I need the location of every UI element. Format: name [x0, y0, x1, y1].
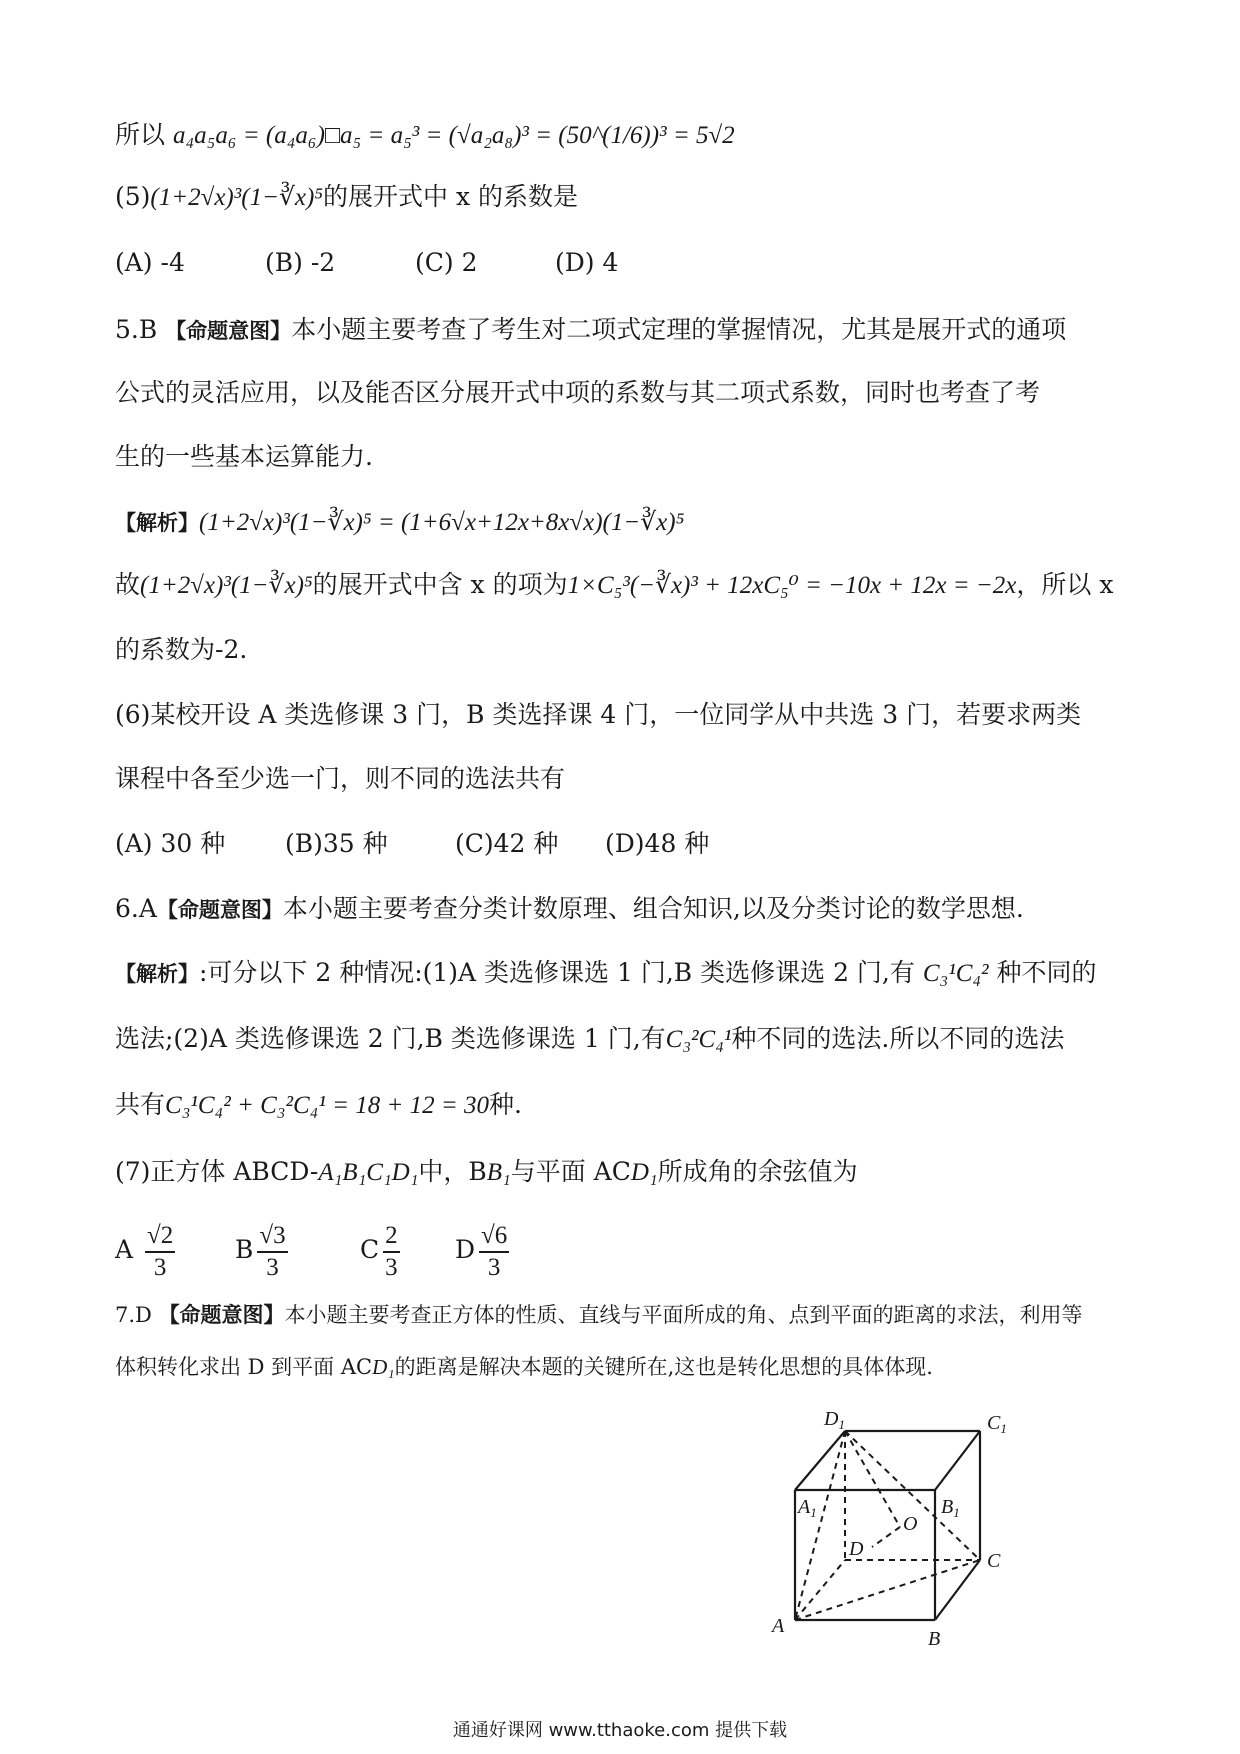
answer-6-line2: [115, 956, 1097, 991]
text-prefix: 所以: [115, 120, 166, 149]
denominator: 3: [266, 1253, 279, 1281]
question-6-line1: (6)某校开设 A 类选修课 3 门，B 类选择课 4 门，一位同学从中共选 3 门，若要求两类: [115, 700, 1082, 729]
coefficient-formula: 1×C₅³(−∛x)³ + 12xC₅⁰ = −10x + 12x = −2x: [567, 572, 1017, 599]
edge-d1c: [845, 1431, 980, 1560]
label-d: D: [849, 1538, 864, 1560]
answer-text: 本小题主要考查正方体的性质、直线与平面所成的角、点到平面的距离的求法，利用等: [284, 1303, 1083, 1327]
answer-5-gu: [115, 568, 1113, 603]
vertex-d1: D₁: [372, 1355, 395, 1379]
binomial-expression: (1+2√x)³(1−∛x)⁵: [150, 184, 323, 211]
jiexi-tag: 【解析】: [115, 961, 199, 986]
fraction: [145, 1221, 175, 1283]
answer-text: 的展开式中含 x 的项为: [312, 570, 568, 599]
answer-head: 7.D: [115, 1303, 152, 1327]
option-a: (A) -4: [115, 248, 185, 277]
combination-formula: C₃¹C₄²: [922, 960, 989, 987]
sum-formula: C₃¹C₄² + C₃²C₄¹ = 18 + 12 = 30: [165, 1092, 489, 1119]
numerator: √3: [257, 1221, 287, 1253]
label-a1: $A_1$: [798, 1496, 817, 1520]
denominator: 3: [385, 1253, 398, 1281]
label-b: B: [928, 1628, 941, 1650]
label-o: O: [903, 1513, 918, 1535]
answer-7-line2: [115, 1350, 933, 1384]
fraction: [257, 1221, 287, 1283]
fraction: [479, 1221, 509, 1283]
label-d1: $D_1$: [824, 1408, 845, 1432]
cube-vertices: A₁B₁C₁D₁: [318, 1159, 419, 1186]
question-5-options: [115, 246, 618, 280]
question-number: (5): [115, 182, 151, 211]
answer-6-line3: [115, 1022, 1064, 1057]
answer-5-line3: 生的一些基本运算能力.: [115, 442, 373, 471]
option-letter: C: [360, 1235, 380, 1264]
option-letter: D: [455, 1235, 476, 1264]
footer-watermark: 通通好课网 www.tthaoke.com 提供下载: [452, 1720, 788, 1741]
jiexi-tag: 【解析】: [115, 510, 199, 535]
question-6-line2: 课程中各至少选一门，则不同的选法共有: [115, 764, 566, 793]
denominator: 3: [153, 1253, 167, 1281]
option-a: [115, 1218, 235, 1283]
intent-tag: 【命题意图】: [158, 1302, 285, 1327]
option-c: [360, 1218, 455, 1283]
answer-text: 的距离是解决本题的关键所在,这也是转化思想的具体体现.: [394, 1355, 933, 1379]
option-letter: B: [235, 1235, 254, 1264]
edge-b1c1: [935, 1431, 980, 1490]
option-b: (B)35 种: [285, 829, 388, 858]
numerator: 2: [383, 1221, 400, 1253]
edge-od: [872, 1527, 900, 1547]
answer-text-tail: ，所以 x: [1016, 570, 1114, 599]
option-d: (D) 4: [555, 248, 619, 277]
answer-6-line4: [115, 1088, 522, 1123]
formula-a4a5a6: a₄a₅a₆ = (a₄a₆)□a₅ = a₅³ = (√a₂a₈)³ = (50^(1/6))³ = 5√2: [172, 122, 735, 149]
answer-text: 本小题主要考查分类计数原理、组合知识,以及分类讨论的数学思想.: [282, 894, 1024, 923]
answer-text: 体积转化求出 D 到平面 AC: [115, 1355, 373, 1379]
label-b1: $B_1$: [941, 1496, 960, 1520]
vertex-b1: B₁: [486, 1159, 511, 1186]
cube-figure: [750, 1395, 1030, 1665]
answer-head: 5.B: [115, 315, 158, 344]
option-c: (C) 2: [415, 248, 478, 277]
denominator: 3: [487, 1253, 501, 1281]
edge-bc: [935, 1560, 980, 1620]
option-d: (D)48 种: [605, 829, 710, 858]
numerator: √2: [145, 1221, 175, 1253]
cube-dashed-edges: [795, 1431, 980, 1620]
answer-5-line2: 公式的灵活应用，以及能否区分展开式中项的系数与其二项式系数，同时也考查了考: [115, 378, 1041, 407]
edge-d1o: [845, 1431, 900, 1527]
vertex-d1: D₁: [630, 1159, 658, 1186]
label-c: C: [987, 1550, 1001, 1572]
numerator: √6: [479, 1221, 509, 1253]
question-text: 所成角的余弦值为: [657, 1157, 858, 1186]
answer-5-conclusion: 的系数为-2.: [115, 635, 248, 664]
question-6-options: [115, 827, 709, 861]
solution-line-prefix: [115, 118, 735, 153]
answer-text: 种.: [488, 1090, 522, 1119]
option-b: (B) -2: [265, 248, 336, 277]
answer-5-line1: [115, 313, 1066, 348]
intent-tag: 【命题意图】: [156, 897, 283, 922]
answer-text: :可分以下 2 种情况:(1)A 类选修课选 1 门,B 类选修课选 2 门,有: [199, 958, 915, 987]
answer-5-jiexi: [115, 505, 684, 540]
option-letter: A: [115, 1235, 134, 1264]
edge-a1d1: [795, 1431, 845, 1490]
answer-text: 种不同的: [996, 958, 1097, 987]
intent-tag: 【命题意图】: [165, 318, 292, 343]
answer-text: 本小题主要考查了考生对二项式定理的掌握情况，尤其是展开式的通项: [291, 315, 1067, 344]
answer-text: 种不同的选法.所以不同的选法: [731, 1024, 1065, 1053]
label-c1: $C_1$: [987, 1412, 1007, 1436]
question-text: 中，B: [418, 1157, 487, 1186]
answer-head: 6.A: [115, 894, 157, 923]
text-gu: 故: [115, 570, 141, 599]
option-d: [455, 1218, 513, 1283]
binomial-expression: (1+2√x)³(1−∛x)⁵: [140, 572, 313, 599]
answer-text: 共有: [115, 1090, 166, 1119]
fraction: [383, 1221, 400, 1283]
expansion-formula: (1+2√x)³(1−∛x)⁵ = (1+6√x+12x+8x√x)(1−∛x)⁵: [199, 509, 685, 536]
combination-formula: C₃²C₄¹: [665, 1026, 732, 1053]
answer-7-line1: [115, 1298, 1083, 1332]
question-7-stem: [115, 1155, 858, 1190]
answer-6-line1: [115, 892, 1024, 927]
question-text: 与平面 AC: [510, 1157, 631, 1186]
question-7-options: [115, 1218, 513, 1283]
edge-ac: [795, 1560, 980, 1620]
option-a: (A) 30 种: [115, 829, 226, 858]
question-text: (7)正方体 ABCD-: [115, 1157, 319, 1186]
cube-solid-edges: [795, 1431, 980, 1620]
option-b: [235, 1218, 360, 1283]
question-text: 的展开式中 x 的系数是: [323, 182, 578, 211]
answer-text: 选法;(2)A 类选修课选 2 门,B 类选修课选 1 门,有: [115, 1024, 666, 1053]
label-a: A: [772, 1615, 785, 1637]
question-5-stem: [115, 180, 578, 215]
option-c: (C)42 种: [455, 829, 559, 858]
